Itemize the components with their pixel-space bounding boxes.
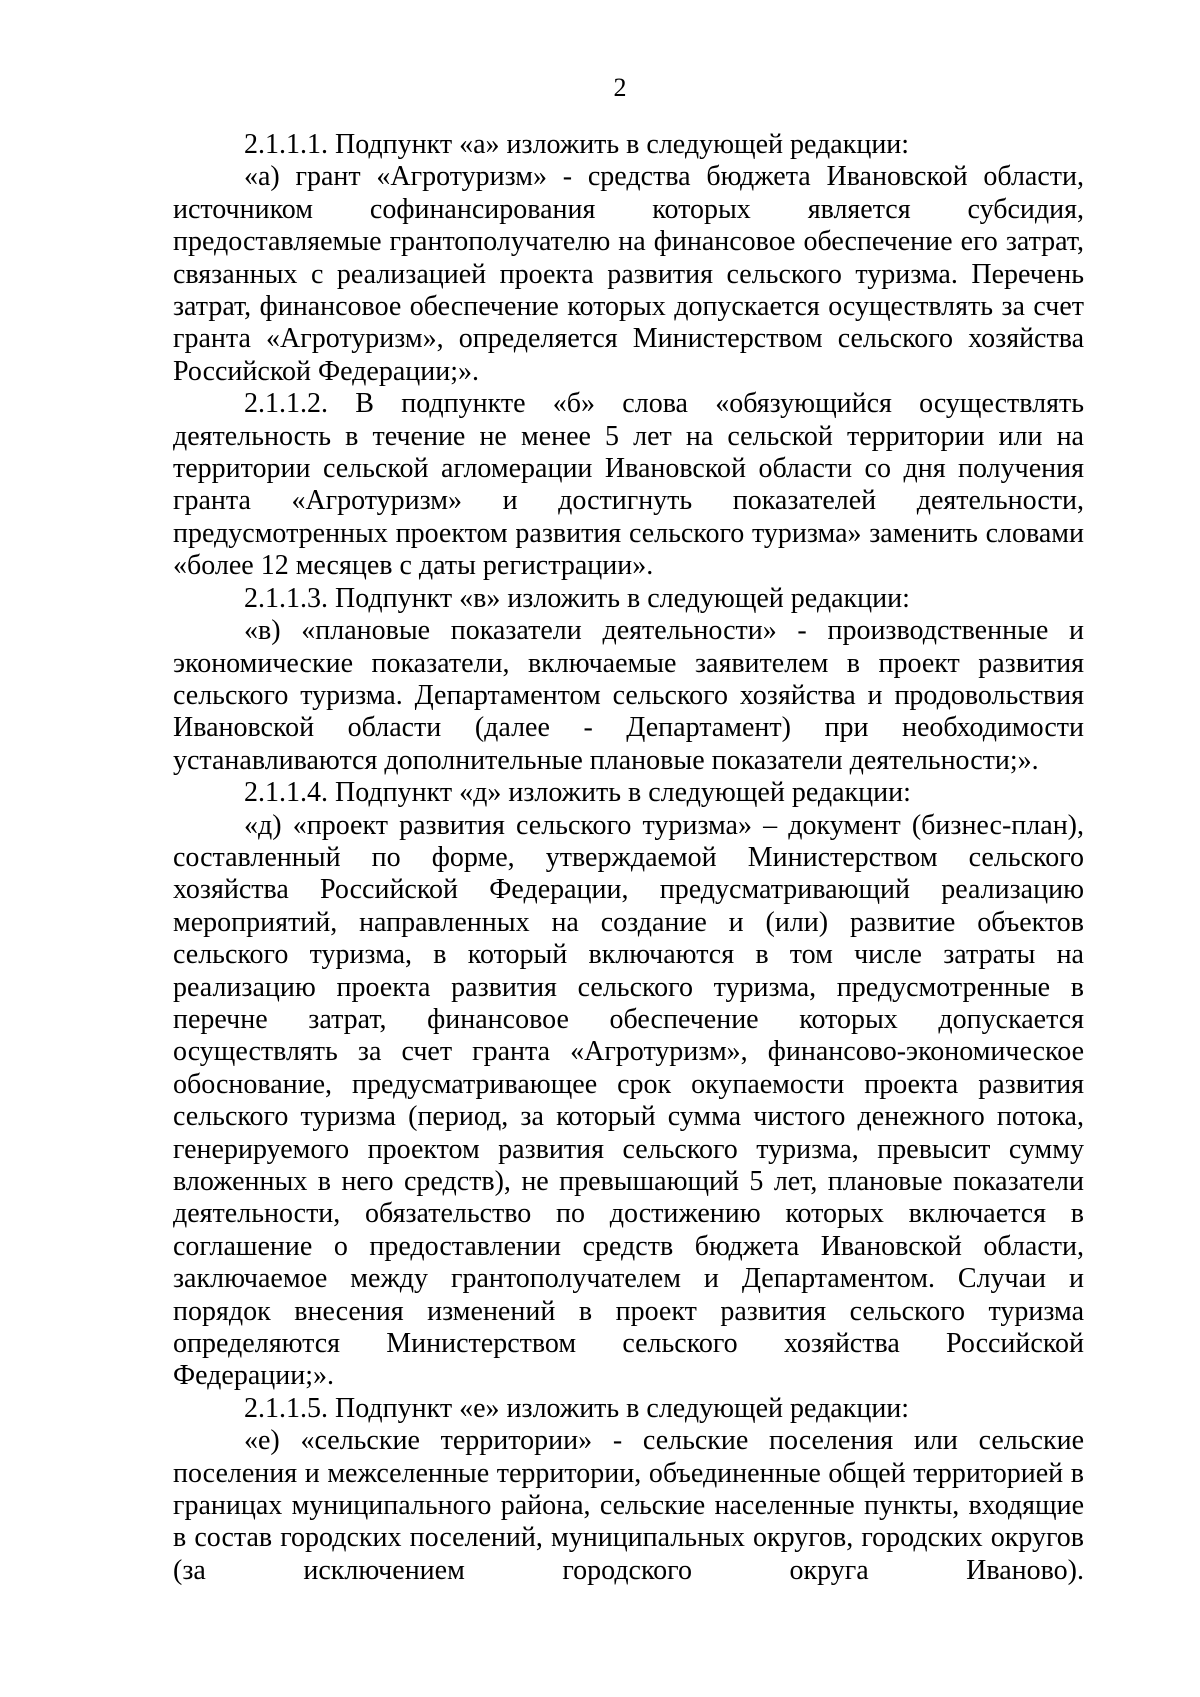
paragraph-2-1-1-1: 2.1.1.1. Подпункт «а» изложить в следующей редакции: (244, 129, 910, 160)
paragraph-2-1-1-2: 2.1.1.2. В подпункте «б» слова «обязующийся осуществлять деятельность в течение не менее 5 лет на сельской территории или на территории сельской агломерации Ивановской области со дня получения гранта «Агротуризм» и достигнуть показателей деятельности, предусмотренных проектом развития сельского туризма» заменить словами «более 12 месяцев с даты регистрации». (173, 388, 1084, 582)
paragraph-subclause-d: «д) «проект развития сельского туризма» – документ (бизнес-план), составленный по форме, утверждаемой Министерством сельского хозяйства Российской Федерации, предусматривающий реализацию мероприятий, направленных на создание и (или) развитие объектов сельского туризма, в который включаются в том числе затраты на реализацию проекта развития сельского туризма, предусмотренные в перечне затрат, финансовое обеспечение которых допускается осуществлять за счет гранта «Агротуризм», финансово-экономическое обоснование, предусматривающее срок окупаемости проекта развития сельского туризма (период, за который сумма чистого денежного потока, генерируемого проектом развития сельского туризма, превысит сумму вложенных в него средств), не превышающий 5 лет, плановые показатели деятельности, обязательство по достижению которых включается в соглашение о предоставлении средств бюджета Ивановской области, заключаемое между грантополучателем и Департаментом. Случаи и порядок внесения изменений в проект развития сельского туризма определяются Министерством сельского хозяйства Российской Федерации;». (173, 809, 1084, 1392)
paragraph-subclause-a: «а) грант «Агротуризм» - средства бюджета Ивановской области, источником софинансирования которых является субсидия, предоставляемые грантополучателю на финансовое обеспечение его затрат, связанных с реализацией проекта развития сельского туризма. Перечень затрат, финансовое обеспечение которых допускается осуществлять за счет гранта «Агротуризм», определяется Министерством сельского хозяйства Российской Федерации;». (173, 161, 1084, 387)
paragraph-2-1-1-5: 2.1.1.5. Подпункт «е» изложить в следующей редакции: (244, 1392, 910, 1424)
document-body (173, 129, 1084, 1587)
paragraph-2-1-1-3: 2.1.1.3. Подпункт «в» изложить в следующей редакции: (244, 582, 910, 614)
paragraph-subclause-e: «е) «сельские территории» - сельские поселения или сельские поселения и межселенные территории, объединенные общей территорией в границах муниципального района, сельские населенные пункты, входящие в состав городских поселений, муниципальных округов, городских округов (за исключением городского округа Иваново). (173, 1425, 1084, 1586)
paragraph-subclause-v: «в) «плановые показатели деятельности» - производственные и экономические показатели, включаемые заявителем в проект развития сельского туризма. Департаментом сельского хозяйства и продовольствия Ивановской области (далее - Департамент) при необходимости устанавливаются дополнительные плановые показатели деятельности;». (173, 615, 1084, 776)
page-number: 2 (613, 73, 627, 102)
paragraph-2-1-1-4: 2.1.1.4. Подпункт «д» изложить в следующей редакции: (244, 777, 911, 809)
